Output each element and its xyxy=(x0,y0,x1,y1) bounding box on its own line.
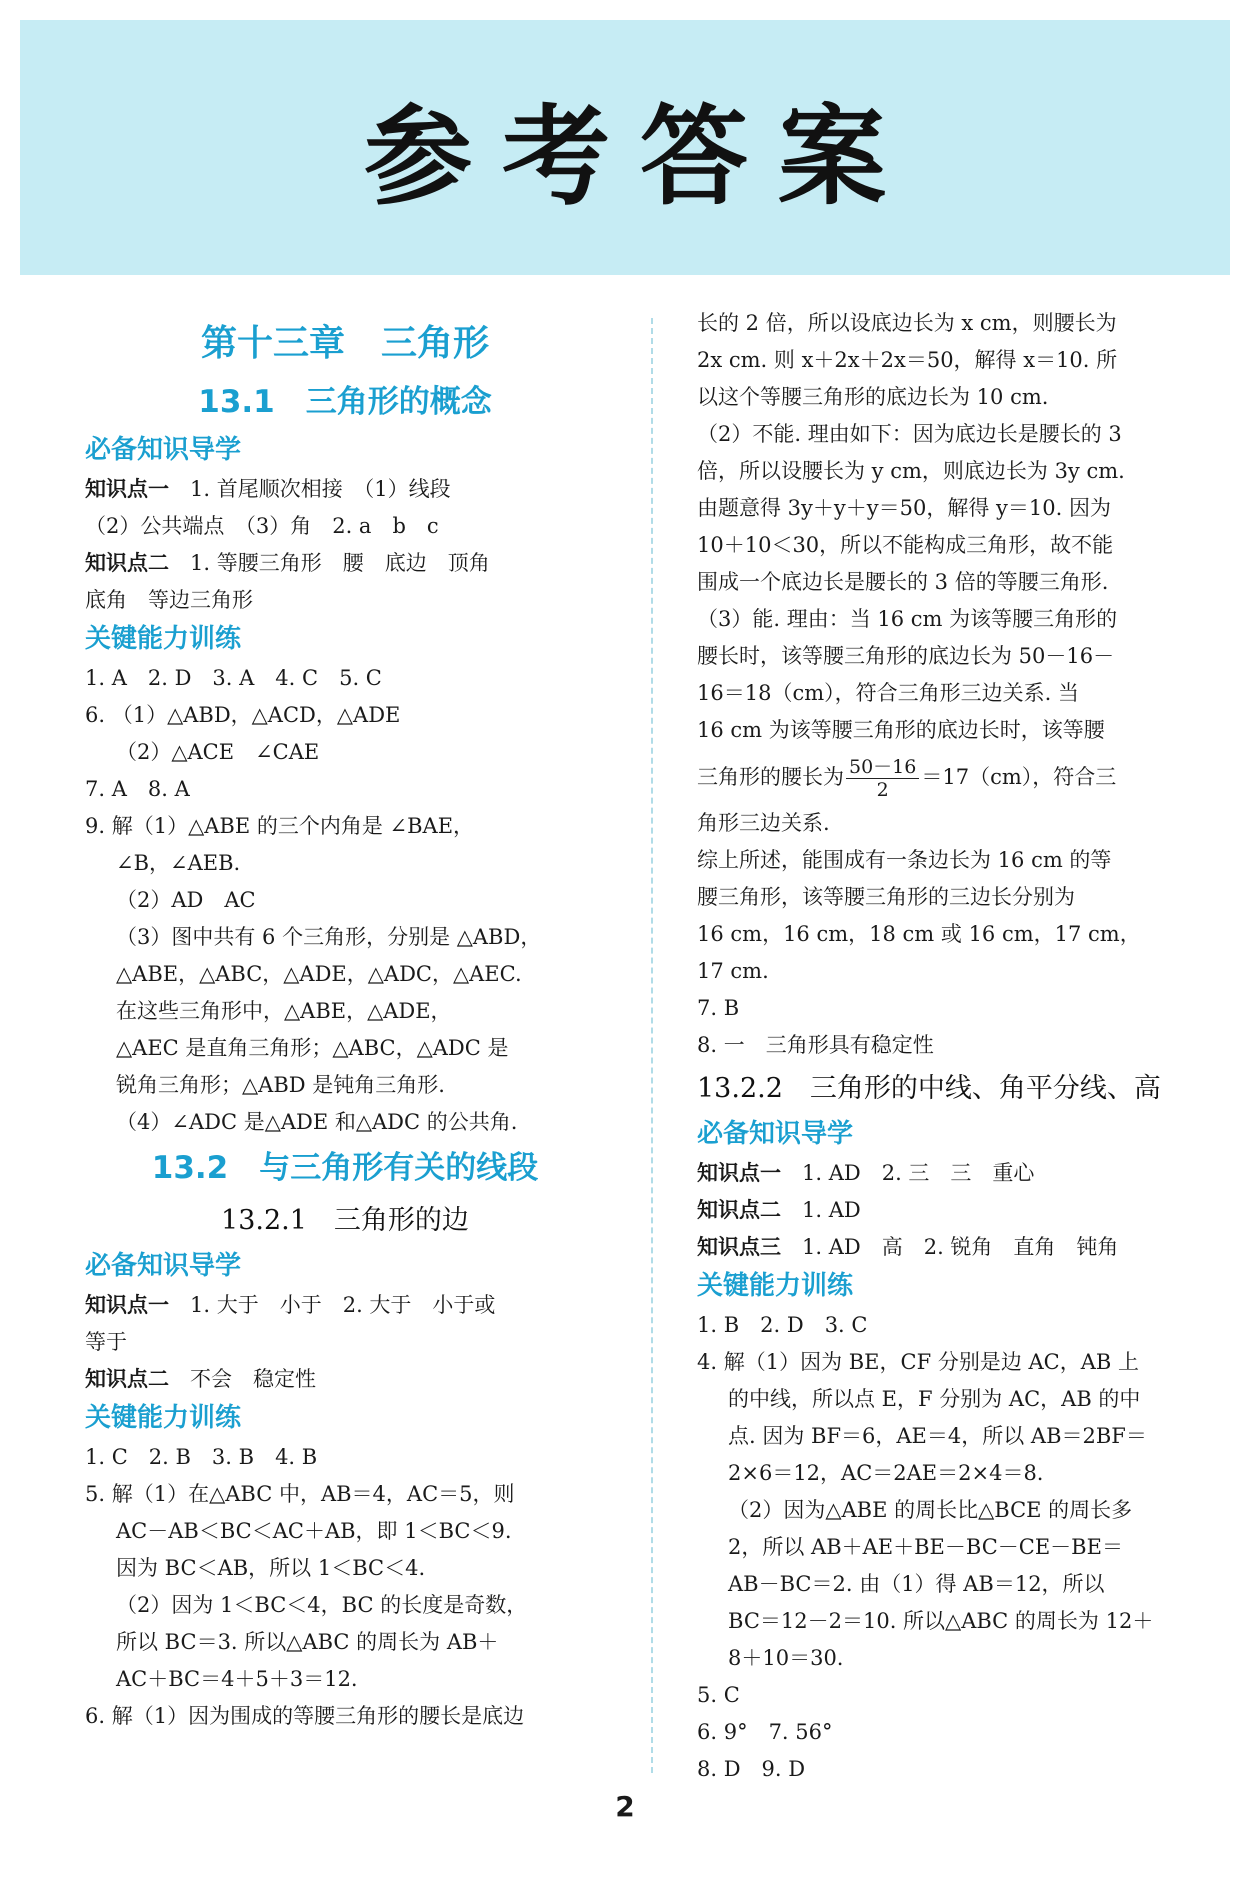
answer-line: 以这个等腰三角形的底边长为 10 cm. xyxy=(697,385,1049,409)
fraction: $\frac{50-16}{2}$ xyxy=(846,756,919,801)
section-title: 13.2 与三角形有关的线段 xyxy=(151,1150,539,1186)
answer-line: 6. （1）△ABD，△ACD，△ADE xyxy=(85,703,401,727)
answer-line: AB－BC＝2. 由（1）得 AB＝12，所以 xyxy=(728,1572,1105,1596)
answer-line: 腰长时，该等腰三角形的底边长为 50－16－ xyxy=(697,644,1115,668)
answer-line: （3）能. 理由：当 16 cm 为该等腰三角形的 xyxy=(697,607,1118,631)
title-banner xyxy=(20,20,1230,275)
answer-line: AC－AB＜BC＜AC＋AB，即 1＜BC＜9. xyxy=(116,1519,512,1543)
answer-line: 知识点二 1. AD xyxy=(697,1198,861,1222)
answer-line: （2）△ACE ∠CAE xyxy=(116,740,320,764)
answer-line: 的中线，所以点 E，F 分别为 AC，AB 的中 xyxy=(728,1387,1141,1411)
heading-guanjian: 关键能力训练 xyxy=(85,1403,242,1433)
answer-line: AC＋BC＝4＋5＋3＝12. xyxy=(116,1667,358,1691)
answer-line: 等于 xyxy=(85,1330,127,1354)
knowledge-point-label: 知识点一 xyxy=(697,1161,781,1185)
answer-line: 4. 解（1）因为 BE，CF 分别是边 AC，AB 上 xyxy=(697,1350,1140,1374)
subsection-title: 13.2.2 三角形的中线、角平分线、高 xyxy=(697,1073,1161,1104)
answer-line: 知识点二 不会 稳定性 xyxy=(85,1367,316,1391)
chapter-title: 第十三章 三角形 xyxy=(200,323,489,364)
answer-line: 8. D 9. D xyxy=(697,1757,806,1781)
answer-line: 16 cm 为该等腰三角形的底边长时，该等腰 xyxy=(697,718,1105,742)
section-title: 13.1 三角形的概念 xyxy=(198,384,492,420)
answer-line: （4）∠ADC 是△ADE 和△ADC 的公共角. xyxy=(116,1110,518,1134)
heading-guanjian: 关键能力训练 xyxy=(85,624,242,654)
answer-line: 倍，所以设腰长为 y cm，则底边长为 3y cm. xyxy=(697,459,1125,483)
heading-bibei: 必备知识导学 xyxy=(85,1251,242,1281)
answer-line-fraction: 三角形的腰长为 $\frac{50-16}{2}$ ＝17（cm），符合三 xyxy=(697,756,1117,801)
answer-line: 1. A 2. D 3. A 4. C 5. C xyxy=(85,666,382,690)
answer-line: （3）图中共有 6 个三角形，分别是 △ABD， xyxy=(116,925,542,949)
answer-line: 8. 一 三角形具有稳定性 xyxy=(697,1033,934,1057)
answer-line: BC＝12－2＝10. 所以△ABC 的周长为 12＋ xyxy=(728,1609,1154,1633)
answer-line: 17 cm. xyxy=(697,959,769,983)
knowledge-point-label: 知识点二 xyxy=(85,551,169,575)
column-divider xyxy=(651,318,653,1773)
answer-line: 5. 解（1）在△ABC 中，AB＝4，AC＝5，则 xyxy=(85,1482,515,1506)
heading-guanjian: 关键能力训练 xyxy=(697,1271,854,1301)
answer-line: 1. B 2. D 3. C xyxy=(697,1313,868,1337)
answer-line: 7. B xyxy=(697,996,740,1020)
page-number: 2 xyxy=(615,1790,635,1823)
answer-line: 9. 解（1）△ABE 的三个内角是 ∠BAE， xyxy=(85,814,475,838)
answer-line: 由题意得 3y＋y＋y＝50，解得 y＝10. 因为 xyxy=(697,496,1111,520)
answer-line: 8＋10＝30. xyxy=(728,1646,844,1670)
answer-line: 16＝18（cm），符合三角形三边关系. 当 xyxy=(697,681,1079,705)
left-column xyxy=(85,305,605,1735)
knowledge-point-label: 知识点二 xyxy=(697,1198,781,1222)
knowledge-point-label: 知识点一 xyxy=(85,477,169,501)
answer-line: 知识点一 1. AD 2. 三 三 重心 xyxy=(697,1161,1035,1185)
answer-line: 知识点三 1. AD 高 2. 锐角 直角 钝角 xyxy=(697,1235,1119,1259)
answer-line: 10＋10＜30，所以不能构成三角形，故不能 xyxy=(697,533,1114,557)
answer-line: △AEC 是直角三角形；△ABC，△ADC 是 xyxy=(116,1036,509,1060)
answer-line: 长的 2 倍，所以设底边长为 x cm，则腰长为 xyxy=(697,311,1117,335)
knowledge-point-label: 知识点三 xyxy=(697,1235,781,1259)
answer-line: 1. C 2. B 3. B 4. B xyxy=(85,1445,318,1469)
answer-line: 所以 BC＝3. 所以△ABC 的周长为 AB＋ xyxy=(116,1630,499,1654)
answer-line: 锐角三角形；△ABD 是钝角三角形. xyxy=(116,1073,445,1097)
answer-line: 在这些三角形中，△ABE，△ADE， xyxy=(116,999,452,1023)
answer-line: （2）AD AC xyxy=(116,888,256,912)
answer-line: 角形三边关系. xyxy=(697,811,830,835)
heading-bibei: 必备知识导学 xyxy=(85,435,242,465)
answer-line: 知识点二 1. 等腰三角形 腰 底边 顶角 xyxy=(85,551,490,575)
answer-line: 腰三角形，该等腰三角形的三边长分别为 xyxy=(697,885,1075,909)
knowledge-point-label: 知识点一 xyxy=(85,1293,169,1317)
answer-line: 知识点一 1. 大于 小于 2. 大于 小于或 xyxy=(85,1293,496,1317)
answer-line: 2x cm. 则 x＋2x＋2x＝50，解得 x＝10. 所 xyxy=(697,348,1118,372)
heading-bibei: 必备知识导学 xyxy=(697,1119,854,1149)
answer-line: （2）不能. 理由如下：因为底边长是腰长的 3 xyxy=(697,422,1122,446)
right-column xyxy=(697,305,1209,1788)
answer-line: 底角 等边三角形 xyxy=(85,588,253,612)
answer-line: 7. A 8. A xyxy=(85,777,190,801)
subsection-title: 13.2.1 三角形的边 xyxy=(221,1205,469,1236)
answer-line: 6. 9° 7. 56° xyxy=(697,1720,833,1744)
page-title: 参考答案 xyxy=(363,95,916,220)
answer-line: △ABE，△ABC，△ADE，△ADC，△AEC. xyxy=(116,962,522,986)
answer-line: （2）公共端点 （3）角 2. a b c xyxy=(85,514,439,538)
answer-line: （2）因为△ABE 的周长比△BCE 的周长多 xyxy=(728,1498,1133,1522)
answer-line: 综上所述，能围成有一条边长为 16 cm 的等 xyxy=(697,848,1112,872)
knowledge-point-label: 知识点二 xyxy=(85,1367,169,1391)
answer-line: 2，所以 AB＋AE＋BE－BC－CE－BE＝ xyxy=(728,1535,1123,1559)
answer-line: 5. C xyxy=(697,1683,740,1707)
answer-line: （2）因为 1＜BC＜4，BC 的长度是奇数， xyxy=(116,1593,528,1617)
answer-line: 点. 因为 BF＝6，AE＝4，所以 AB＝2BF＝ xyxy=(728,1424,1147,1448)
answer-line: ∠B，∠AEB. xyxy=(116,851,241,875)
answer-line: 知识点一 1. 首尾顺次相接 （1）线段 xyxy=(85,477,451,501)
answer-line: 6. 解（1）因为围成的等腰三角形的腰长是底边 xyxy=(85,1704,525,1728)
answer-line: 围成一个底边长是腰长的 3 倍的等腰三角形. xyxy=(697,570,1109,594)
answer-line: 因为 BC＜AB，所以 1＜BC＜4. xyxy=(116,1556,426,1580)
answer-line: 2×6＝12，AC＝2AE＝2×4＝8. xyxy=(728,1461,1044,1485)
answer-line: 16 cm，16 cm，18 cm 或 16 cm，17 cm， xyxy=(697,922,1141,946)
